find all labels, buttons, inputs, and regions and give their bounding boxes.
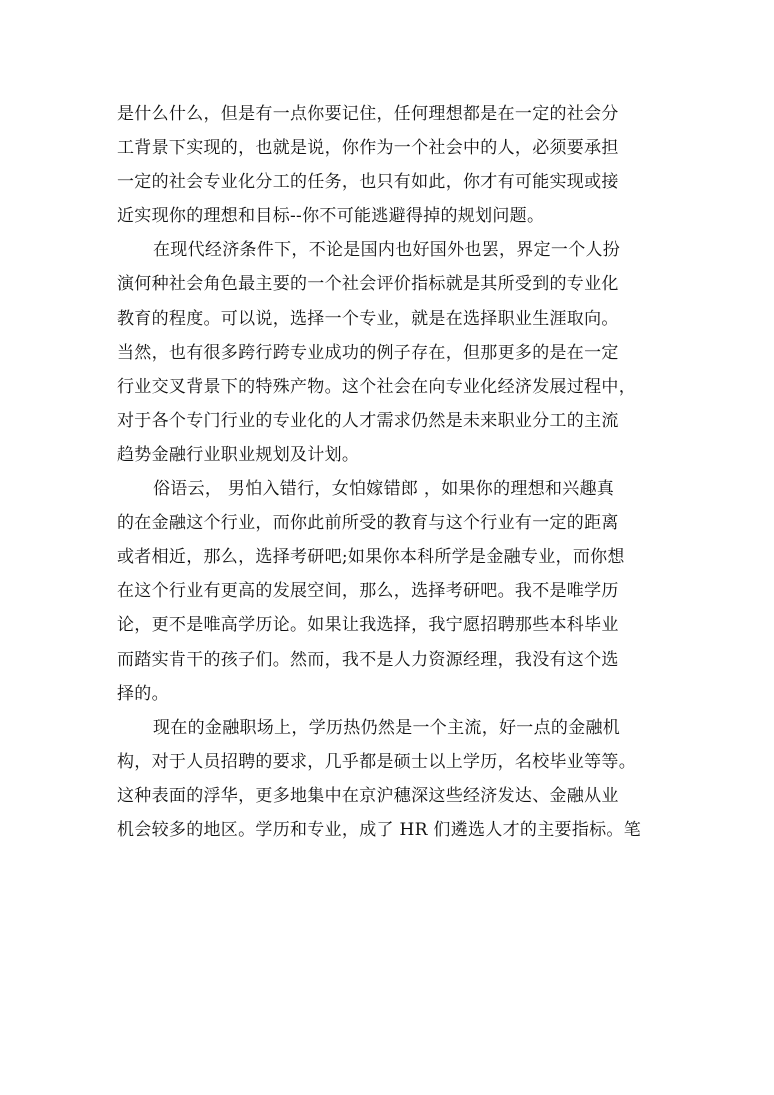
text-line: 教育的程度。可以说，选择一个专业，就是在选择职业生涯取向。 — [117, 308, 619, 329]
text-line: 一定的社会专业化分工的任务，也只有如此，你才有可能实现或接 — [117, 172, 619, 193]
text-line: 工背景下实现的，也就是说，你作为一个社会中的人，必须要承担 — [117, 138, 619, 159]
text-line: 当然，也有很多跨行跨专业成功的例子存在，但那更多的是在一定 — [117, 342, 619, 363]
text-line: 的在金融这个行业，而你此前所受的教育与这个行业有一定的距离 — [117, 513, 619, 534]
text-line: 行业交叉背景下的特殊产物。这个社会在向专业化经济发展过程中， — [117, 376, 636, 397]
text-line: 论，更不是唯高学历论。如果让我选择，我宁愿招聘那些本科毕业 — [117, 615, 619, 636]
document-body — [117, 97, 657, 847]
text-line: 在这个行业有更高的发展空间，那么，选择考研吧。我不是唯学历 — [117, 581, 619, 602]
text-line: 趋势金融行业职业规划及计划。 — [117, 444, 360, 465]
text-line: 或者相近，那么，选择考研吧;如果你本科所学是金融专业，而你想 — [117, 547, 625, 568]
text-line: 是什么什么，但是有一点你要记住，任何理想都是在一定的社会分 — [117, 104, 619, 124]
text-line: 对于各个专门行业的专业化的人才需求仍然是未来职业分工的主流 — [117, 410, 619, 431]
text-line: 演何种社会角色最主要的一个社会评价指标就是其所受到的专业化 — [117, 274, 619, 295]
text-line: 构，对于人员招聘的要求，几乎都是硕士以上学历，名校毕业等等。 — [117, 751, 636, 772]
text-line: 近实现你的理想和目标--你不可能逃避得掉的规划问题。 — [117, 206, 545, 227]
paragraph-first-line: 现在的金融职场上，学历热仍然是一个主流，好一点的金融机 — [153, 717, 621, 738]
text-line: 机会较多的地区。学历和专业，成了 HR 们遴选人才的主要指标。笔 — [117, 819, 642, 840]
text-line: 而踏实肯干的孩子们。然而，我不是人力资源经理，我没有这个选 — [117, 649, 619, 670]
text-line: 这种表面的浮华，更多地集中在京沪穗深这些经济发达、金融从业 — [117, 785, 619, 806]
paragraph-first-line: 在现代经济条件下，不论是国内也好国外也罢，界定一个人扮 — [153, 240, 621, 261]
text-line: 择的。 — [117, 683, 169, 704]
paragraph-first-line: 俗语云， 男怕入错行，女怕嫁错郎 ，如果你的理想和兴趣真 — [153, 479, 615, 500]
